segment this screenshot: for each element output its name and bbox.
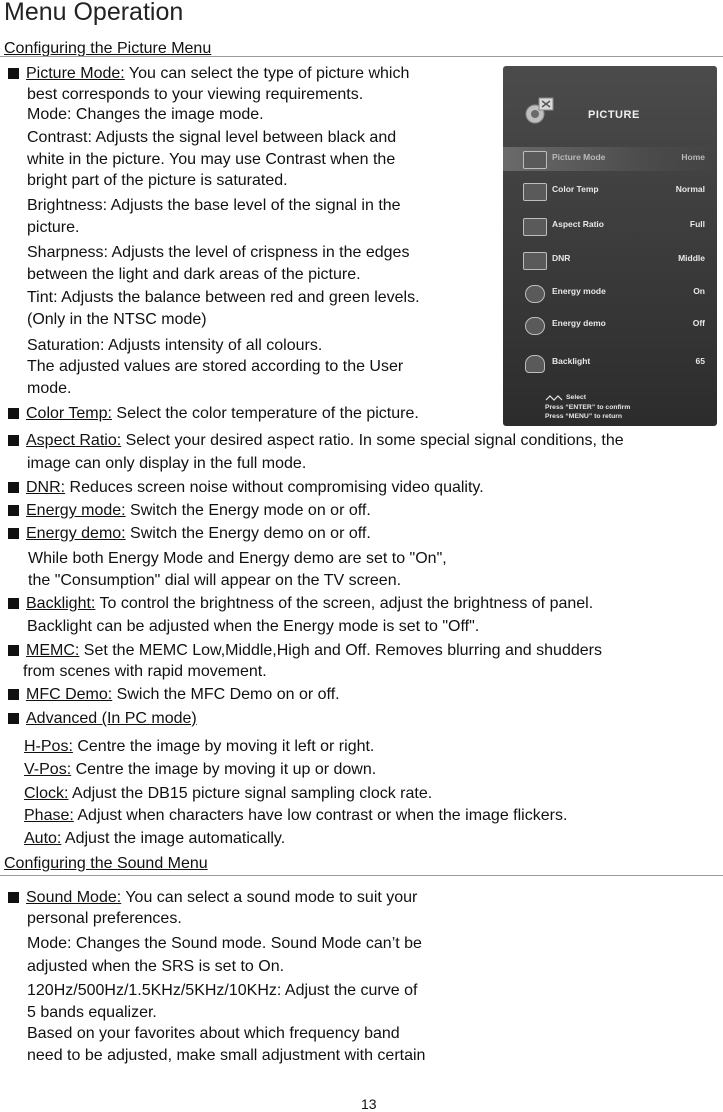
tv-menu-row-value: Full xyxy=(689,219,705,229)
term-auto: Auto: xyxy=(24,830,62,847)
bullet-icon xyxy=(8,435,19,446)
text-line: 120Hz/500Hz/1.5KHz/5KHz/10KHz: Adjust the curve of xyxy=(27,982,418,999)
term-mfc-demo: MFC Demo: xyxy=(26,686,113,703)
text-line: The adjusted values are stored according to the User xyxy=(27,358,404,375)
bullet-icon xyxy=(8,645,19,656)
color-temp-icon xyxy=(523,183,547,201)
term-sound-mode: Sound Mode: xyxy=(26,889,122,906)
mfc-demo-line: MFC Demo: Swich the MFC Demo on or off. xyxy=(26,686,340,703)
bullet-icon xyxy=(8,482,19,493)
term-clock: Clock: xyxy=(24,785,69,802)
text-line: picture. xyxy=(27,219,80,236)
tv-menu-row-label: Color Temp xyxy=(552,184,599,194)
tv-menu-row-label: Picture Mode xyxy=(552,152,606,162)
term-dnr: DNR: xyxy=(26,479,66,496)
bullet-icon xyxy=(8,598,19,609)
section-divider xyxy=(0,875,723,876)
text-line: adjusted when the SRS is set to On. xyxy=(27,958,285,975)
tv-menu-row-aspect-ratio xyxy=(503,214,717,238)
memc-line: MEMC: Set the MEMC Low,Middle,High and Off. Removes blurring and shudders xyxy=(26,642,602,659)
term-energy-mode: Energy mode: xyxy=(26,502,126,519)
tv-menu-row-dnr xyxy=(503,248,717,272)
phase-line: Phase: Adjust when characters have low contrast or when the image flickers. xyxy=(24,807,568,824)
text-line: Contrast: Adjusts the signal level between black and xyxy=(27,129,397,146)
tv-menu-row-label: Energy mode xyxy=(552,286,606,296)
backlight-icon xyxy=(525,355,545,373)
aspect-ratio-icon xyxy=(523,218,547,236)
navigation-arrows-icon xyxy=(545,394,563,402)
picture-mode-line: Picture Mode: You can select the type of picture which xyxy=(26,65,410,82)
tv-menu-footer-select: Select xyxy=(566,394,587,401)
term-aspect-ratio: Aspect Ratio: xyxy=(26,432,122,449)
energy-demo-icon xyxy=(525,317,545,335)
text-line: Backlight can be adjusted when the Energy mode is set to "Off". xyxy=(27,618,480,635)
tv-menu-row-label: DNR xyxy=(552,253,571,263)
sound-section-heading: Configuring the Sound Menu xyxy=(4,855,208,872)
tv-menu-row-value: On xyxy=(693,286,705,296)
tv-menu-title: PICTURE xyxy=(588,109,640,121)
tv-menu-row-energy-demo xyxy=(503,313,717,337)
term-memc: MEMC: xyxy=(26,642,80,659)
tv-menu-footer-enter-hint: Press “ENTER” to confirm xyxy=(545,404,631,411)
tv-menu-row-value: Normal xyxy=(675,184,705,194)
bullet-icon xyxy=(8,892,19,903)
term-color-temp: Color Temp: xyxy=(26,405,112,422)
tv-picture-menu xyxy=(503,66,717,426)
tv-menu-row-label: Backlight xyxy=(552,356,591,366)
text-line: best corresponds to your viewing requirements. xyxy=(27,86,364,103)
term-advanced: Advanced (In PC mode) xyxy=(26,710,197,727)
energy-mode-line: Energy mode: Switch the Energy mode on or off. xyxy=(26,502,371,519)
tv-menu-row-value: Middle xyxy=(678,253,705,263)
energy-demo-line: Energy demo: Switch the Energy demo on or off. xyxy=(26,525,371,542)
tv-menu-row-color-temp xyxy=(503,179,717,203)
text-line: Sharpness: Adjusts the level of crispness in the edges xyxy=(27,244,410,261)
text-line: bright part of the picture is saturated. xyxy=(27,172,288,189)
color-temp-line: Color Temp: Select the color temperature of the picture. xyxy=(26,405,419,422)
bullet-icon xyxy=(8,408,19,419)
bullet-icon xyxy=(8,528,19,539)
bullet-icon xyxy=(8,713,19,724)
section-divider xyxy=(0,56,723,57)
dnr-line: DNR: Reduces screen noise without compromising video quality. xyxy=(26,479,484,496)
text-line: image can only display in the full mode. xyxy=(27,455,307,472)
page-number: 13 xyxy=(361,1096,377,1112)
text-line: While both Energy Mode and Energy demo are set to "On", xyxy=(28,550,447,567)
text-line: between the light and dark areas of the picture. xyxy=(27,266,361,283)
text-line: mode. xyxy=(27,380,72,397)
clock-line: Clock: Adjust the DB15 picture signal sampling clock rate. xyxy=(24,785,433,802)
text-line: Saturation: Adjusts intensity of all colours. xyxy=(27,337,323,354)
tv-menu-row-backlight xyxy=(503,351,717,375)
picture-menu-logo-icon xyxy=(523,96,557,126)
text-line: need to be adjusted, make small adjustment with certain xyxy=(27,1047,426,1064)
backlight-line: Backlight: To control the brightness of the screen, adjust the brightness of panel. xyxy=(26,595,594,612)
bullet-icon xyxy=(8,505,19,516)
tv-menu-footer-menu-hint: Press “MENU” to return xyxy=(545,413,623,420)
term-h-pos: H-Pos: xyxy=(24,738,73,755)
sound-mode-line: Sound Mode: You can select a sound mode to suit your xyxy=(26,889,418,906)
text-line: 5 bands equalizer. xyxy=(27,1004,157,1021)
v-pos-line: V-Pos: Centre the image by moving it up or down. xyxy=(24,761,377,778)
text-line: Brightness: Adjusts the base level of the signal in the xyxy=(27,197,401,214)
aspect-ratio-line: Aspect Ratio: Select your desired aspect ratio. In some special signal conditions, the xyxy=(26,432,624,449)
tv-menu-row-energy-mode xyxy=(503,281,717,305)
energy-mode-icon xyxy=(525,285,545,303)
text-line: white in the picture. You may use Contrast when the xyxy=(27,151,396,168)
page-title: Menu Operation xyxy=(4,0,184,26)
term-phase: Phase: xyxy=(24,807,74,824)
term-v-pos: V-Pos: xyxy=(24,761,72,778)
picture-section-heading: Configuring the Picture Menu xyxy=(4,40,212,57)
picture-mode-icon xyxy=(523,151,547,169)
text-line: personal preferences. xyxy=(27,910,182,927)
tv-menu-row-value: 65 xyxy=(695,356,705,366)
term-energy-demo: Energy demo: xyxy=(26,525,126,542)
advanced-line xyxy=(26,709,197,728)
tv-menu-row-picture-mode xyxy=(503,147,717,171)
text-line: Mode: Changes the image mode. xyxy=(27,106,264,123)
text-line: (Only in the NTSC mode) xyxy=(27,311,207,328)
term-picture-mode: Picture Mode: xyxy=(26,65,125,82)
text-line: Tint: Adjusts the balance between red and green levels. xyxy=(27,289,420,306)
text-line: Based on your favorites about which frequency band xyxy=(27,1025,400,1042)
bullet-icon xyxy=(8,68,19,79)
h-pos-line: H-Pos: Centre the image by moving it left or right. xyxy=(24,738,375,755)
text-line: from scenes with rapid movement. xyxy=(23,663,267,680)
tv-menu-row-label: Aspect Ratio xyxy=(552,219,604,229)
tv-menu-row-value: Home xyxy=(681,152,705,162)
text-line: the "Consumption" dial will appear on the TV screen. xyxy=(28,572,402,589)
text-line: Mode: Changes the Sound mode. Sound Mode can’t be xyxy=(27,935,422,952)
bullet-icon xyxy=(8,689,19,700)
auto-line: Auto: Adjust the image automatically. xyxy=(24,830,286,847)
tv-menu-row-label: Energy demo xyxy=(552,318,606,328)
term-backlight: Backlight: xyxy=(26,595,96,612)
dnr-icon xyxy=(523,252,547,270)
tv-menu-row-value: Off xyxy=(692,318,705,328)
